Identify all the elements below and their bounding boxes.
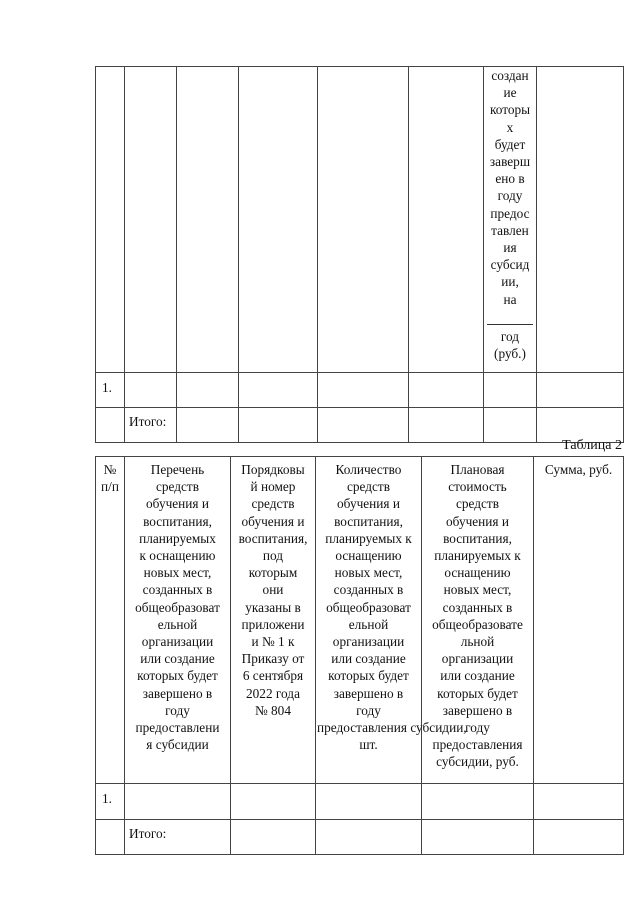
header-line: Перечень <box>150 462 205 477</box>
header-line: на <box>503 291 517 307</box>
header-line: созданных в <box>442 599 513 615</box>
header-line: новых мест, <box>143 565 212 581</box>
header-line: организации <box>141 634 214 650</box>
table-cell <box>409 408 484 443</box>
header-line: субсид <box>490 257 530 273</box>
table-cell <box>125 373 177 408</box>
header-line: ие <box>503 85 517 101</box>
total-row <box>96 820 624 855</box>
table-cell <box>177 373 239 408</box>
table-cell <box>125 784 231 820</box>
header-line: № <box>103 462 117 477</box>
header-line: предос <box>490 205 530 221</box>
table-2 <box>95 456 624 855</box>
table-cell <box>318 373 409 408</box>
header-serial-number <box>231 457 316 784</box>
header-line: Порядковы <box>241 462 305 477</box>
header-line: предоставления <box>432 737 523 753</box>
row-number: 1. <box>96 784 125 820</box>
header-line: общеобразоват <box>326 599 411 615</box>
header-line: средств <box>346 479 391 495</box>
table-cell <box>177 408 239 443</box>
header-sum <box>534 457 624 784</box>
header-quantity <box>316 457 467 784</box>
header-line: году <box>465 720 490 736</box>
header-line: созданных в <box>142 582 213 598</box>
header-line: шт. <box>359 737 378 753</box>
header-line: воспитания, <box>143 513 212 529</box>
table-cell <box>316 784 422 820</box>
header-line: № 804 <box>255 702 291 718</box>
header-line: планируемых к <box>325 530 412 546</box>
header-line: году <box>165 702 190 718</box>
table-2-header-row <box>96 457 624 784</box>
header-line: организации <box>332 634 405 650</box>
header-line: к оснащению <box>139 548 216 564</box>
header-line: средств <box>155 479 200 495</box>
header-line: которых будет <box>437 685 518 701</box>
table-cell <box>409 373 484 408</box>
header-line: организации <box>441 651 514 667</box>
table-row <box>96 784 624 820</box>
header-line: году <box>497 188 523 204</box>
header-line: воспитания, <box>443 530 512 546</box>
header-line: приложени <box>241 616 305 632</box>
header-line: которых будет <box>137 668 218 684</box>
table-cell <box>422 820 534 855</box>
header-line: год <box>500 328 520 344</box>
header-line: й номер <box>250 479 296 495</box>
total-label: Итого: <box>125 408 177 443</box>
header-line: ено в <box>495 171 525 187</box>
table-1-continuation-header <box>484 67 537 373</box>
header-line: Плановая <box>450 462 505 477</box>
header-line: планируемых <box>139 530 216 546</box>
header-line: субсидии, руб. <box>436 754 519 770</box>
header-line: обучения и <box>337 496 400 512</box>
table-1-header-cell <box>409 67 484 373</box>
table-row <box>96 373 624 408</box>
header-line: они <box>262 582 284 598</box>
table-1-header-cell <box>239 67 318 373</box>
header-line: новых мест, <box>334 565 403 581</box>
header-line: Количество <box>335 462 402 477</box>
header-line: воспитания, <box>334 513 403 529</box>
header-line: ии, <box>501 274 519 290</box>
header-line: тавлен <box>491 222 529 238</box>
total-label: Итого: <box>125 820 231 855</box>
header-line: под <box>262 548 284 564</box>
header-line: общеобразовате <box>432 616 523 632</box>
header-line: которы <box>489 102 531 118</box>
table-cell <box>231 784 316 820</box>
table-1-header-cell <box>177 67 239 373</box>
header-line: льной <box>460 634 495 650</box>
header-line: обучения и <box>146 496 209 512</box>
header-line: создан <box>491 68 529 83</box>
table-cell <box>318 408 409 443</box>
table-cell <box>316 820 422 855</box>
header-line: воспитания, <box>238 530 308 546</box>
table-cell <box>534 820 624 855</box>
header-line: планируемых к <box>434 548 521 564</box>
header-line: предоставлени <box>135 720 220 736</box>
table-cell <box>534 784 624 820</box>
header-line: созданных в <box>333 582 404 598</box>
header-line: или создание <box>331 651 406 667</box>
header-line: обучения и <box>241 513 305 529</box>
table-1-continuation <box>95 66 624 443</box>
header-line: которым <box>248 565 298 581</box>
table-cell <box>231 820 316 855</box>
table-cell <box>239 408 318 443</box>
header-line: завершено в <box>442 702 513 718</box>
header-line: 2022 года <box>246 685 300 701</box>
header-line: оснащению <box>335 548 402 564</box>
header-line: которых будет <box>328 668 409 684</box>
table-1-header-cell <box>96 67 125 373</box>
header-line: Сумма, руб. <box>544 462 613 477</box>
header-line: завершено в <box>142 685 213 701</box>
table-cell <box>96 408 125 443</box>
header-line: и № 1 к <box>251 634 295 650</box>
header-line: (руб.) <box>494 346 526 362</box>
header-line: новых мест, <box>443 582 512 598</box>
header-line: я субсидии <box>146 737 209 753</box>
table-1-header-row <box>96 67 624 373</box>
table-1-header-cell <box>537 67 624 373</box>
header-line: заверш <box>489 154 531 170</box>
header-line: обучения и <box>446 513 509 529</box>
header-line: ия <box>503 240 517 256</box>
header-line: или создание <box>440 668 515 684</box>
table-1-header-cell <box>318 67 409 373</box>
table-cell <box>96 820 125 855</box>
table-cell <box>484 373 537 408</box>
table-cell <box>422 784 534 820</box>
table-2-caption: Таблица 2 <box>562 438 622 453</box>
header-line: Приказу от <box>241 651 305 667</box>
header-line: будет <box>494 136 526 152</box>
header-line: п/п <box>101 479 119 495</box>
table-cell <box>239 373 318 408</box>
table-cell <box>484 408 537 443</box>
header-line: 6 сентября <box>242 668 304 684</box>
header-line: указаны в <box>245 599 301 615</box>
header-line: ельной <box>157 616 198 632</box>
header-line: средств <box>455 496 500 512</box>
header-line: оснащению <box>444 565 511 581</box>
header-line: завершено в <box>333 685 404 701</box>
table-1-header-cell <box>125 67 177 373</box>
header-line: общеобразоват <box>135 599 220 615</box>
row-number: 1. <box>96 373 125 408</box>
header-line: стоимость <box>448 479 507 495</box>
header-line: средств <box>251 496 295 512</box>
header-line: предоставления субсидии, <box>317 720 467 736</box>
header-line: х <box>506 119 514 135</box>
header-line: году <box>356 702 381 718</box>
header-means-list <box>125 457 231 784</box>
year-blank-line <box>487 312 533 325</box>
header-number <box>96 457 125 784</box>
header-line: или создание <box>140 651 215 667</box>
header-line: ельной <box>348 616 389 632</box>
total-row <box>96 408 624 443</box>
table-cell <box>537 373 624 408</box>
